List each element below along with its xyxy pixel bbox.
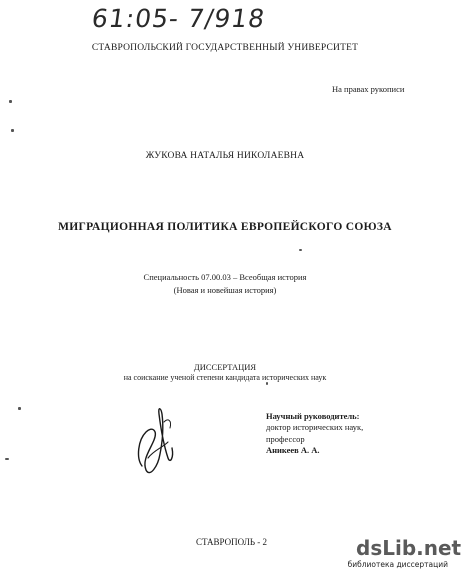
- supervisor-rank: профессор: [266, 434, 305, 444]
- dissertation-purpose: на соискание ученой степени кандидата исторических наук: [123, 373, 327, 382]
- city-year: СТАВРОПОЛЬ - 2: [196, 537, 267, 547]
- university-name: СТАВРОПОЛЬСКИЙ ГОСУДАРСТВЕННЫЙ УНИВЕРСИТЕТ: [91, 43, 359, 53]
- dissertation-label: ДИССЕРТАЦИЯ: [193, 362, 257, 372]
- dslib-watermark[interactable]: [347, 536, 461, 569]
- dissertation-title: МИГРАЦИОННАЯ ПОЛИТИКА ЕВРОПЕЙСКОГО СОЮЗА: [58, 221, 392, 233]
- specialty-subfield: (Новая и новейшая история): [173, 285, 277, 295]
- watermark-subtitle: библиотека диссертаций: [347, 560, 448, 569]
- specialty-code: Специальность 07.00.03 – Всеобщая история: [143, 272, 307, 282]
- supervisor-heading: Научный руководитель:: [266, 411, 360, 421]
- rights-note: На правах рукописи: [332, 84, 405, 94]
- handwritten-code: 61:05- 7/918: [89, 4, 268, 33]
- author-name: ЖУКОВА НАТАЛЬЯ НИКОЛАЕВНА: [145, 151, 305, 161]
- supervisor-name: Аникеев А. А.: [266, 445, 320, 455]
- watermark-logo: dsLib.net: [356, 536, 461, 560]
- supervisor-degree: доктор исторических наук,: [266, 422, 364, 432]
- handwritten-signature: [128, 400, 188, 480]
